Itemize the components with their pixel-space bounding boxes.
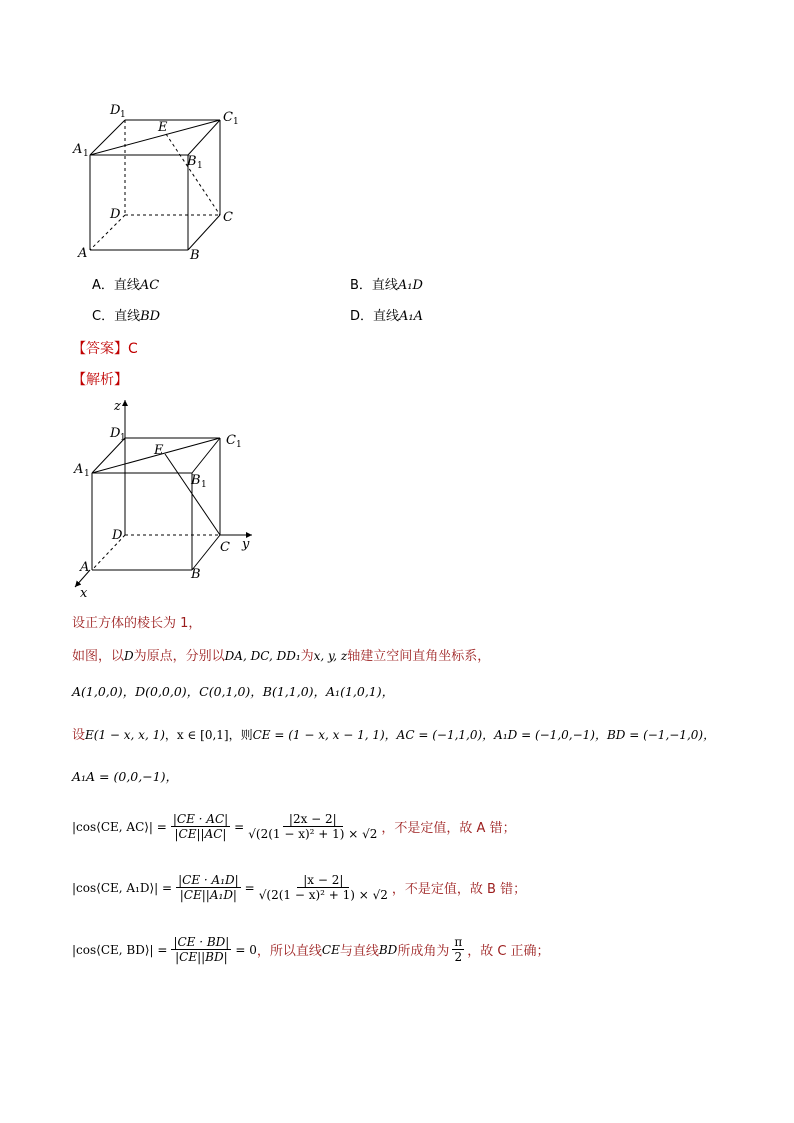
solution-line-2: 如图，以D为原点，分别以DA, DC, DD₁为x, y, z轴建立空间直角坐标系， bbox=[72, 649, 491, 664]
svg-text:1: 1 bbox=[120, 433, 126, 443]
svg-text:B: B bbox=[191, 473, 201, 488]
svg-text:1: 1 bbox=[84, 469, 90, 479]
option-a: A．直线AC bbox=[92, 278, 160, 293]
option-c: C．直线BD bbox=[92, 309, 161, 324]
svg-text:1: 1 bbox=[197, 161, 203, 171]
label-C1: C bbox=[223, 110, 233, 125]
cos-line-2: |cos⟨CE, A₁D⟩| = $\frac{\text{|CE · A₁D|}}{\text{|CE||A₁D|}}$ = $\frac{|x - 2|}{\text{√(2(1 − x)² + 1) × √2}}$ ，不是定值，故 B 错； bbox=[72, 873, 527, 902]
svg-text:1: 1 bbox=[233, 117, 239, 127]
label-D1: D bbox=[110, 103, 121, 118]
axis-y-label: y bbox=[242, 537, 250, 552]
answer-line: 【答案】C bbox=[72, 341, 138, 357]
label-A: A bbox=[78, 246, 88, 261]
label-A1: A bbox=[73, 142, 83, 157]
axis-x-label: x bbox=[80, 586, 88, 600]
svg-text:1: 1 bbox=[236, 440, 242, 450]
svg-text:E: E bbox=[154, 443, 164, 458]
cos-line-1: |cos⟨CE, AC⟩| = $\frac{|CE \cdot AC|}{|CE||AC|}$ = $\frac{|2x - 2|}{\text{√(2(1 − x)² + 1) × √2}}$ ，不是定值，故 A 错； bbox=[72, 812, 516, 841]
svg-text:C: C bbox=[226, 433, 236, 448]
solution-coords: A(1,0,0)，D(0,0,0)，C(0,1,0)，B(1,1,0)，A₁(1,0,1)， bbox=[72, 684, 395, 699]
label-E: E bbox=[158, 120, 168, 135]
answer-value: C bbox=[128, 341, 138, 357]
solution-line-5: A₁A = (0,0,−1)， bbox=[72, 769, 179, 784]
label-D: D bbox=[110, 207, 121, 222]
svg-text:A: A bbox=[80, 560, 90, 575]
label-B: B bbox=[190, 248, 200, 263]
svg-text:D: D bbox=[112, 528, 123, 543]
svg-text:1: 1 bbox=[120, 110, 126, 120]
label-B1: B bbox=[187, 154, 197, 169]
svg-text:D: D bbox=[110, 426, 121, 441]
solution-line-4: 设E(1 − x, x, 1)，x ∈ [0,1]，则CE = (1 − x, x − 1, 1)，AC = (−1,1,0)，A₁D = (−1,0,−1)，BD = (−1,−1,0)， bbox=[72, 728, 716, 743]
axis-z-label: z bbox=[114, 399, 121, 414]
analysis-label: 【解析】 bbox=[72, 372, 128, 388]
cube-figure-1 bbox=[70, 100, 250, 265]
svg-text:A: A bbox=[74, 462, 84, 477]
option-b: B．直线A₁D bbox=[350, 278, 423, 293]
cos-line-3: |cos⟨CE, BD⟩| = $\frac{|CE \cdot BD|}{|CE||BD|}$ = 0 ，所以直线 CE 与直线 BD 所成角为 π 2 ，故 C 正确； bbox=[72, 935, 550, 964]
svg-text:1: 1 bbox=[201, 480, 207, 490]
solution-line-1: 设正方体的棱长为 1， bbox=[72, 616, 202, 631]
svg-text:B: B bbox=[191, 567, 201, 582]
svg-text:1: 1 bbox=[83, 149, 89, 159]
svg-text:C: C bbox=[220, 540, 230, 555]
label-C: C bbox=[223, 210, 233, 225]
cube-figure-2-axes bbox=[70, 395, 270, 600]
option-d: D．直线A₁A bbox=[350, 309, 424, 324]
